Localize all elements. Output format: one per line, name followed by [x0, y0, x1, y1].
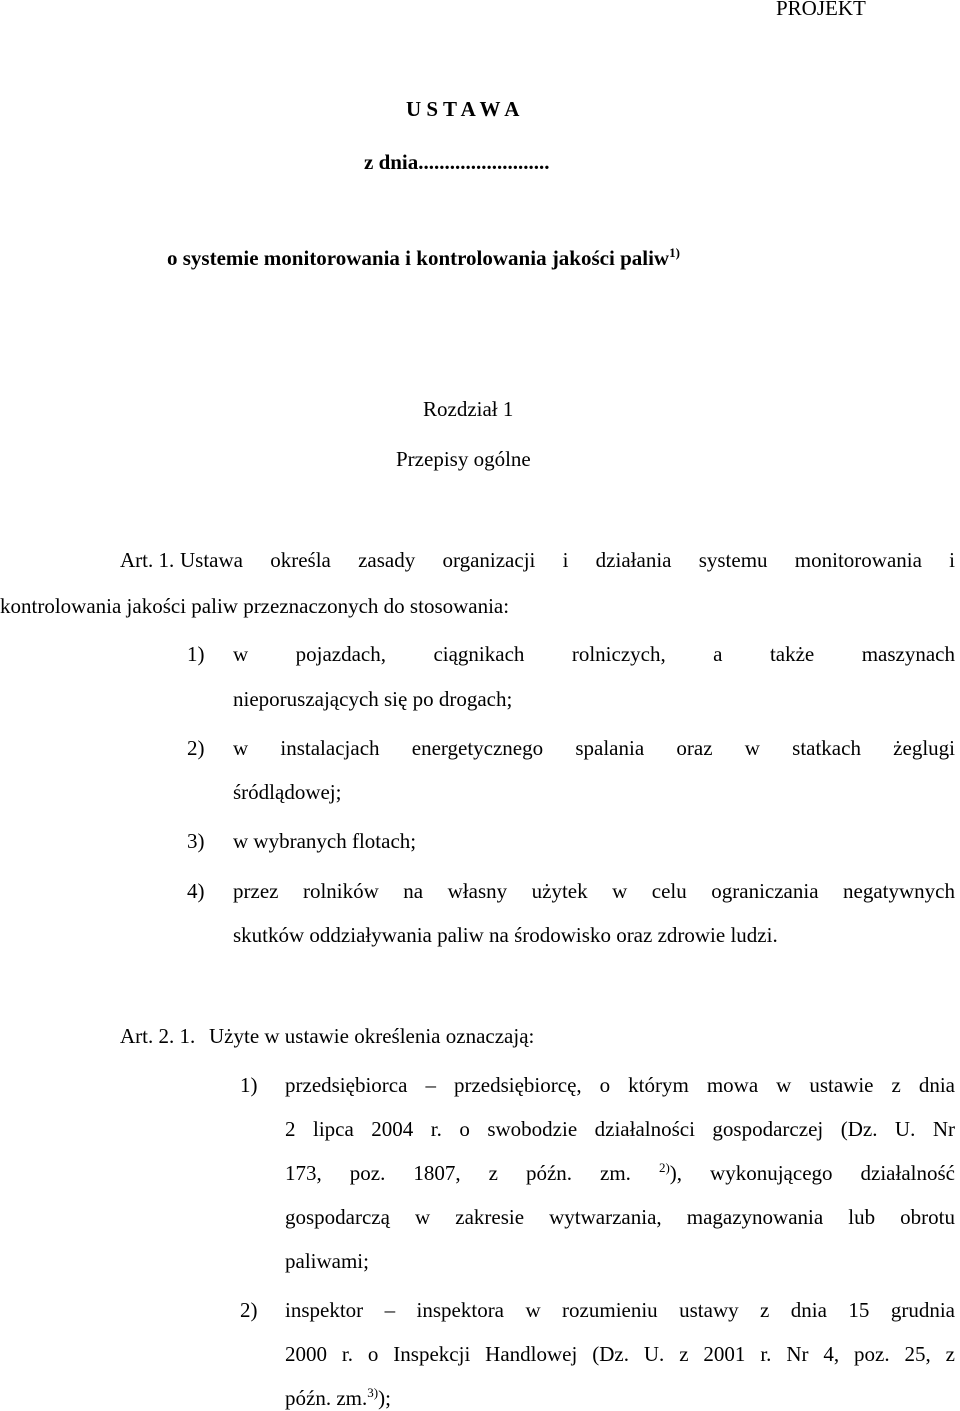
list-item-number: 2) [187, 736, 205, 760]
list-item-number: 1) [240, 1073, 258, 1097]
document-title: U S T A W A [406, 97, 520, 121]
list-item-number: 4) [187, 879, 205, 903]
chapter-name: Przepisy ogólne [396, 447, 531, 471]
document-subject: o systemie monitorowania i kontrolowania jakości paliw$^{1)}$ [167, 245, 680, 270]
list-item-line: w pojazdach, ciągnikach rolniczych, a także maszynach [233, 642, 955, 666]
article-1-text-line: kontrolowania jakości paliw przeznaczonych do stosowania: [0, 594, 510, 618]
list-item-line: paliwami; [285, 1249, 369, 1273]
article-2-intro: Użyte w ustawie określenia oznaczają: [209, 1024, 535, 1048]
list-item-line: inspektor – inspektora w rozumieniu ustawy z dnia 15 grudnia [285, 1298, 955, 1322]
article-1-text-line: Ustawa określa zasady organizacji i działania systemu monitorowania i [180, 548, 955, 572]
list-item-line: przez rolników na własny użytek w celu ograniczania negatywnych [233, 879, 955, 903]
list-item-line: 2 lipca 2004 r. o swobodzie działalności gospodarczej (Dz. U. Nr [285, 1117, 955, 1141]
projekt-label: PROJEKT [776, 0, 866, 20]
chapter-number: Rozdział 1 [423, 397, 514, 421]
list-item-line: nieporuszających się po drogach; [233, 687, 513, 711]
list-item-line: 2000 r. o Inspekcji Handlowej (Dz. U. z 2001 r. Nr 4, poz. 25, z [285, 1342, 955, 1366]
list-item-line: przedsiębiorca – przedsiębiorcę, o którym mowa w ustawie z dnia [285, 1073, 955, 1097]
list-item-number: 2) [240, 1298, 258, 1322]
list-item-line: w wybranych flotach; [233, 829, 417, 853]
article-2-label: Art. 2. 1. [120, 1024, 196, 1048]
article-1-label: Art. 1. [120, 548, 175, 572]
list-item-number: 3) [187, 829, 205, 853]
footnote-ref: 2) [658, 1161, 670, 1175]
list-item-line: późn. zm.$^{3)}$); [285, 1385, 391, 1410]
footnote-ref: 1) [669, 245, 680, 260]
list-item-line: 173, poz. 1807, z późn. zm. $^{2)}$), wykonującego działalność [285, 1161, 955, 1185]
list-item-line: skutków oddziaływania paliw na środowisko oraz zdrowie ludzi. [233, 923, 778, 947]
list-item-number: 1) [187, 642, 205, 666]
list-item-line: w instalacjach energetycznego spalania oraz w statkach żeglugi [233, 736, 955, 760]
list-item-line: śródlądowej; [233, 780, 342, 804]
document-date: z dnia......................... [364, 150, 550, 174]
list-item-line: gospodarczą w zakresie wytwarzania, magazynowania lub obrotu [285, 1205, 955, 1229]
footnote-ref: 3) [367, 1385, 379, 1400]
